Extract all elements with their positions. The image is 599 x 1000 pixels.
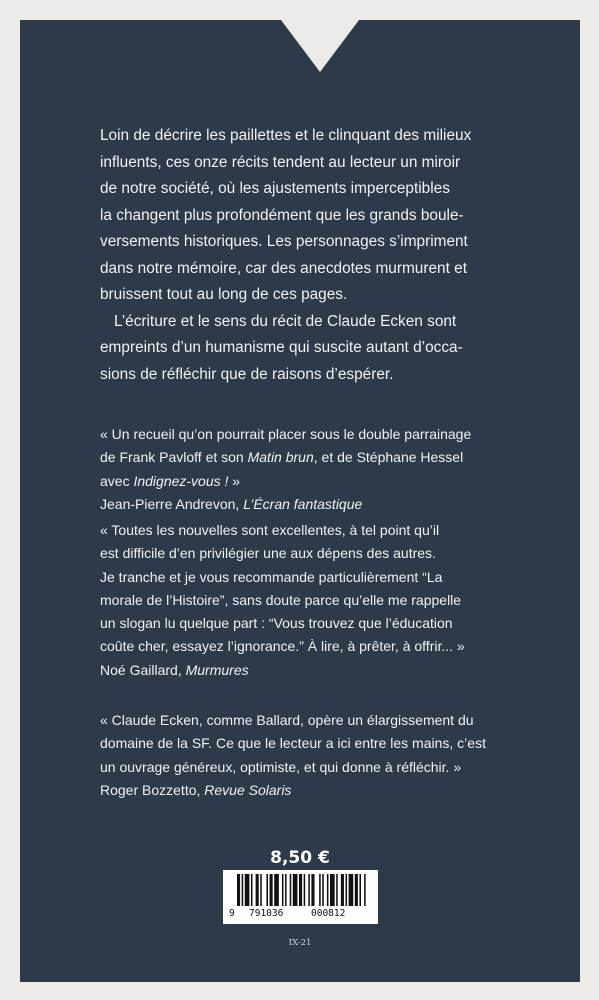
book-title: Matin brun (247, 449, 314, 466)
quote-line: domaine de la SF. Ce que le lecteur a ici entre les mains, c’est (100, 735, 486, 752)
quote-line: de Frank Pavloff et son Matin brun, et de Stéphane Hessel (100, 449, 464, 466)
quote-line: « Un recueil qu’on pourrait placer sous le double parrainage (100, 426, 472, 442)
reviewer-name: Noé Gaillard, (100, 661, 186, 678)
blurb-p1-line: versements historiques. Les personnages s’impriment (100, 233, 468, 250)
publication-name: Murmures (185, 661, 249, 678)
barcode-bar (290, 874, 292, 906)
barcode-bar (293, 874, 298, 906)
quote-line: morale de l’Histoire”, sans doute parce qu’elle me rappelle (100, 591, 462, 608)
blurb-paragraph-2 (100, 309, 515, 389)
barcode-bar (341, 874, 344, 906)
quote-source (100, 659, 515, 682)
back-cover (20, 20, 580, 982)
quote-line: un ouvrage généreux, optimiste, et qui donne à réfléchir. » (100, 758, 462, 775)
price-label: 8,50 € (270, 848, 330, 868)
barcode-bar (237, 874, 240, 906)
blurb-p1-line: Loin de décrire les paillettes et le clinquant des milieux (100, 127, 472, 144)
barcode-bar (327, 874, 329, 906)
barcode-bar (242, 874, 244, 906)
quote-line: « Toutes les nouvelles sont excellentes, à tel point qu’il (100, 522, 440, 538)
barcode-bar (330, 874, 335, 906)
reviewer-name: Jean-Pierre Andrevon, (100, 495, 244, 512)
review-quote-2 (100, 519, 515, 682)
barcode-bar (245, 874, 250, 906)
blurb-paragraph-1 (100, 123, 515, 309)
top-notch (281, 20, 359, 72)
barcode-bar (251, 874, 253, 906)
barcode-bars (223, 870, 378, 910)
quote-line: un slogan lu quelque part : “Vous trouvez que l’éducation (100, 615, 453, 632)
barcode-bar (304, 874, 306, 906)
barcode-bar (274, 874, 279, 906)
barcode-bar (308, 874, 310, 906)
quote-line: coûte cher, essayez l’ignorance.” À lire, à prêter, à offrir... » (100, 638, 465, 655)
isbn-barcode (223, 870, 378, 924)
print-code: IX-21 (288, 938, 312, 948)
publication-name: Revue Solaris (204, 781, 292, 798)
blurb-p2-line: L’écriture et le sens du récit de Claude Ecken sont (114, 312, 457, 330)
quote-source (100, 779, 515, 802)
quote-line: avec Indignez-vous ! » (100, 472, 241, 489)
barcode-bar (270, 874, 273, 906)
isbn-first-digit: 9 (229, 908, 235, 919)
review-quote-3 (100, 709, 515, 802)
blurb-p1-line: bruissent tout au long de ces pages. (100, 286, 348, 303)
blurb-p1-line: de notre société, où les ajustements imperceptibles (100, 180, 450, 197)
blurb-p1-line: la changent plus profondément que les grands boule- (100, 206, 464, 224)
barcode-bar (282, 874, 284, 906)
publication-name: L’Écran fantastique (243, 495, 363, 512)
barcode-bar (359, 874, 361, 906)
blurb (100, 123, 515, 388)
isbn-digits (223, 908, 378, 922)
quote-line: « Claude Ecken, comme Ballard, opère un élargissement du (100, 712, 474, 728)
blurb-p1-line: influents, ces onze récits tendent au lecteur un miroir (100, 153, 461, 171)
barcode-bar (346, 874, 348, 906)
barcode-bar (336, 874, 338, 906)
review-quote-1 (100, 423, 515, 516)
isbn-group-2: 000812 (311, 908, 346, 919)
barcode-bar (311, 874, 314, 906)
barcode-bar (319, 874, 321, 906)
isbn-group-1: 791036 (249, 908, 284, 919)
reviewer-name: Roger Bozzetto, (100, 781, 205, 798)
barcode-bar (322, 874, 324, 906)
quote-source (100, 493, 515, 516)
barcode-bar (355, 874, 358, 906)
barcode-bar (260, 874, 262, 906)
barcode-bar (285, 874, 287, 906)
barcode-bar (349, 874, 354, 906)
book-title: Indignez-vous ! (133, 472, 229, 489)
quote-line: Je tranche et je vous recommande particulièrement “La (100, 568, 443, 585)
barcode-bar (364, 874, 366, 906)
barcode-bar (299, 874, 302, 906)
quote-line: est difficile d’en privilégier une aux dépens des autres. (100, 545, 436, 562)
blurb-p2-line: sions de réfléchir que de raisons d’espérer. (100, 365, 394, 383)
barcode-bar (256, 874, 259, 906)
blurb-p2-line: empreints d’un humanisme qui suscite autant d’occa- (100, 339, 463, 356)
barcode-bar (266, 874, 268, 906)
blurb-p1-line: dans notre mémoire, car des anecdotes murmurent et (100, 259, 467, 277)
